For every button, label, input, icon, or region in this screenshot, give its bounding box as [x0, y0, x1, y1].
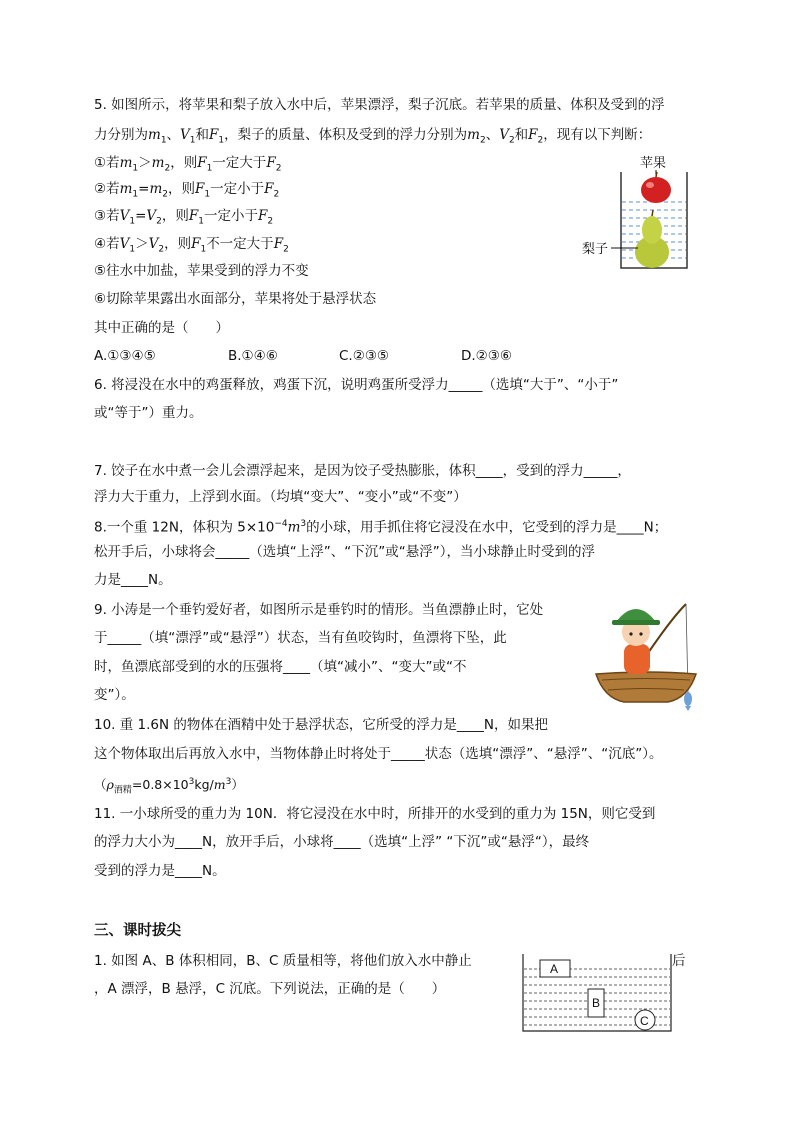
q11-line2: 的浮力大小为____N，放开手后，小球将____（选填“上浮” “下沉”或“悬浮“），最终 — [94, 834, 590, 850]
q5-stem-line1: 5. 如图所示，将苹果和梨子放入水中后，苹果漂浮，梨子沉底。若苹果的质量、体积及受到的浮 — [94, 97, 665, 113]
label-pear: 梨子 — [582, 241, 609, 256]
label-a: A — [550, 962, 559, 976]
boat-icon — [596, 672, 696, 702]
apple-pear-figure — [580, 150, 695, 275]
q5-statement-3: ③若$V_1=V_2$，则$F_1$一定小于$F_2$ — [94, 208, 274, 227]
abc-container-figure — [520, 952, 675, 1034]
q9-line1: 9. 小涛是一个垂钓爱好者，如图所示是垂钓时的情形。当鱼漂静止时，它处 — [94, 602, 544, 618]
q5-option-a: A.①③④⑤ — [94, 348, 156, 364]
section-title: 三、课时拔尖 — [94, 923, 181, 939]
q7-line1: 7. 饺子在水中煮一会儿会漂浮起来，是因为饺子受热膨胀，体积____，受到的浮力_____， — [94, 463, 631, 479]
q6-line2: 或“等于”）重力。 — [94, 405, 203, 421]
q8-line3: 力是____N。 — [94, 572, 172, 588]
q9-line3: 时，鱼漂底部受到的水的压强将____（填“减小”、“变大”或“不 — [94, 659, 467, 675]
q7-line2: 浮力大于重力，上浮到水面。（均填“变大”、“变小”或“不变”） — [94, 489, 467, 505]
q6-line1: 6. 将浸没在水中的鸡蛋释放，鸡蛋下沉，说明鸡蛋所受浮力_____（选填“大于”、“小于” — [94, 377, 619, 393]
q10-line2: 这个物体取出后再放入水中，当物体静止时将处于_____状态（选填“漂浮”、“悬浮”、“沉底”）。 — [94, 746, 663, 762]
s3q1-line1-tail: 后 — [672, 953, 686, 969]
q5-option-b: B.①④⑥ — [228, 348, 278, 364]
q5-statement-5: ⑤往水中加盐，苹果受到的浮力不变 — [94, 263, 309, 279]
q5-statement-2: ②若$m_1=m_2$，则$F_1$一定小于$F_2$ — [94, 181, 280, 200]
q5-option-d: D.②③⑥ — [461, 348, 512, 364]
q5-stem-line2: 力分别为$m_1$、$V_1$和$F_1$，梨子的质量、体积及受到的浮力分别为$m_2$、$V_2$和$F_2$，现有以下判断： — [94, 127, 652, 146]
q8-line1: 8.一个重 12N，体积为 $5\times 10^{-4}m^3$的小球，用手抓住将它浸没在水中，它受到的浮力是____N； — [94, 519, 668, 536]
label-c: C — [640, 1014, 649, 1028]
q5-statement-6: ⑥切除苹果露出水面部分，苹果将处于悬浮状态 — [94, 291, 377, 307]
q5-statement-1: ①若$m_1>m_2$，则$F_1$一定大于$F_2$ — [94, 155, 282, 174]
q9-line4: 变”）。 — [94, 687, 135, 703]
q5-option-c: C.②③⑤ — [339, 348, 390, 364]
label-b: B — [592, 996, 601, 1010]
q8-line2: 松开手后，小球将会_____（选填“上浮”、“下沉”或“悬浮”），当小球静止时受到的浮 — [94, 544, 595, 560]
q5-question: 其中正确的是（ ） — [94, 320, 229, 336]
fishing-boy-figure — [590, 600, 702, 712]
pear-icon — [635, 210, 669, 268]
q9-line2: 于_____（填“漂浮”或“悬浮”）状态，当有鱼咬钩时，鱼漂将下坠，此 — [94, 630, 507, 646]
s3q1-line2: ，A 漂浮，B 悬浮，C 沉底。下列说法，正确的是（ ） — [94, 981, 446, 997]
apple-icon — [641, 172, 671, 203]
q10-line3: $(\rho_{酒精}=0.8\times 10^3kg/m^3)$ — [94, 777, 244, 796]
s3q1-line1: 1. 如图 A、B 体积相同，B、C 质量相等，将他们放入水中静止 — [94, 953, 472, 969]
boy-body — [624, 644, 650, 674]
q10-line1: 10. 重 1.6N 的物体在酒精中处于悬浮状态，它所受的浮力是____N，如果把 — [94, 717, 549, 733]
q11-line3: 受到的浮力是____N。 — [94, 863, 226, 879]
fish-icon — [684, 692, 692, 711]
label-apple: 苹果 — [640, 155, 667, 170]
q11-line1: 11. 一小球所受的重力为 10N．将它浸没在水中时，所排开的水受到的重力为 15N，则它受到 — [94, 806, 656, 822]
q5-statement-4: ④若$V_1>V_2$，则$F_1$不一定大于$F_2$ — [94, 236, 289, 255]
